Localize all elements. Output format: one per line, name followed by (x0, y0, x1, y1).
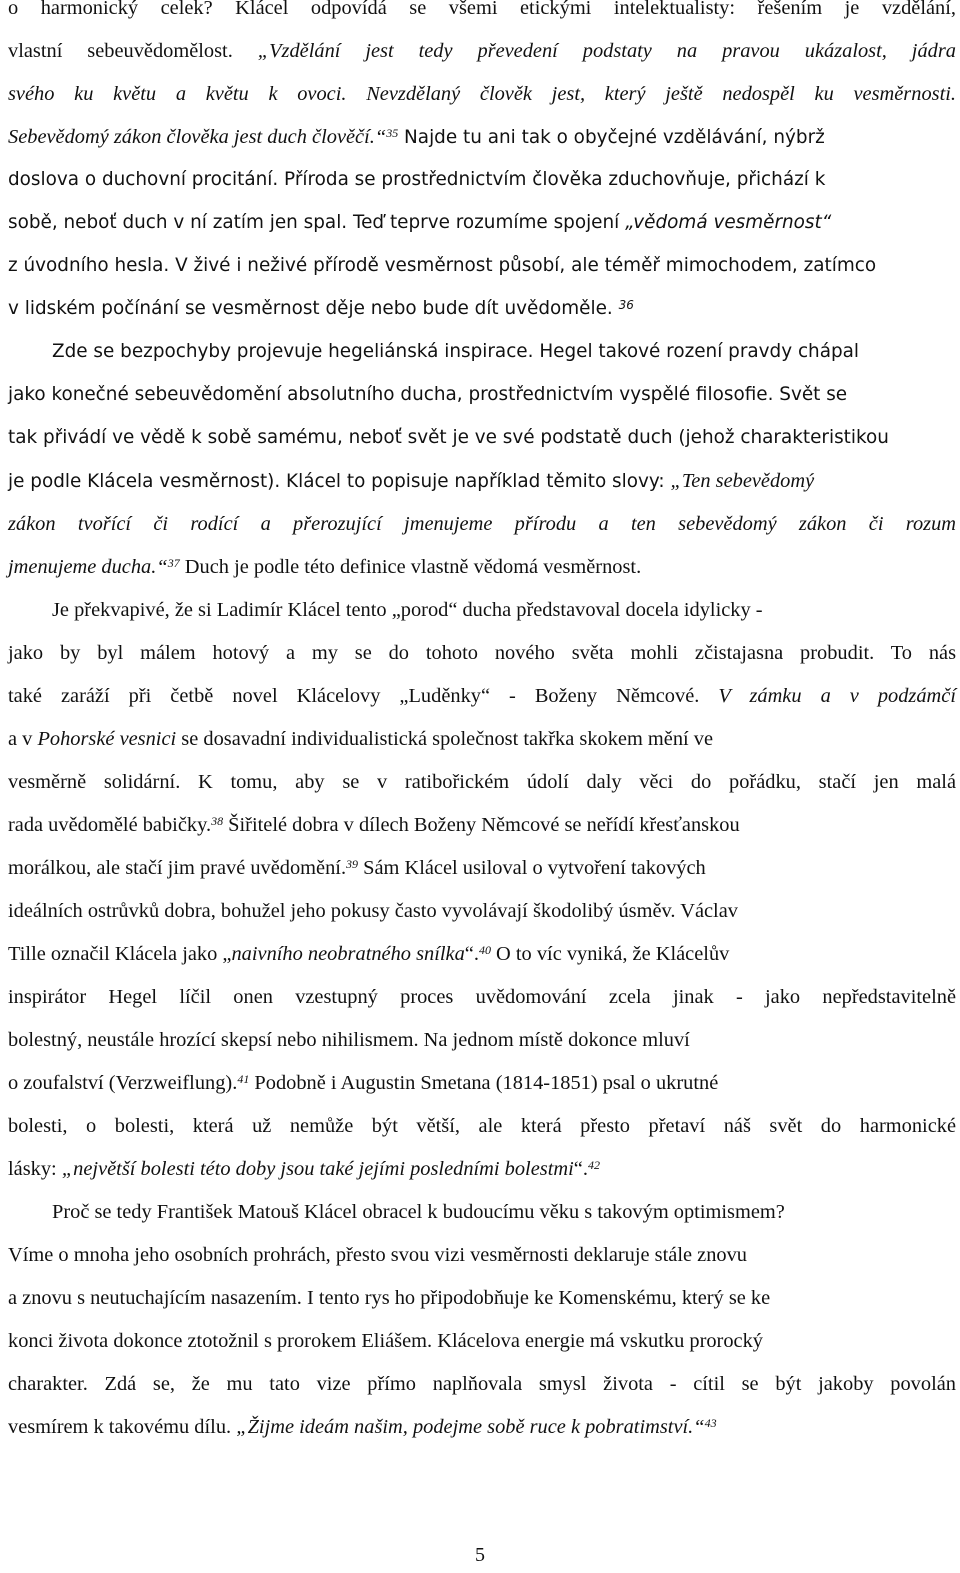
text-line: Proč se tedy František Matouš Klácel obracel k budoucímu věku s takovým optimismem? (52, 1201, 785, 1223)
footnote-ref-37: 37 (167, 556, 180, 570)
footnote-ref-36: 36 (618, 298, 634, 312)
text-line: jako konečné sebeuvědomění absolutního ducha, prostřednictvím vyspělé filosofie. Svět se (8, 384, 848, 405)
text-line: vesmírem k takovému dílu. „Žijme ideám našim, podejme sobě ruce k pobratimství.“$^{43}$ (8, 1416, 717, 1438)
text-line: a znovu s neutuchajícím nasazením. I tento rys ho připodobňuje ke Komenskému, který se ke (8, 1287, 771, 1309)
text-line: rada uvědomělé babičky.$^{38}$ Šiřitelé dobra v dílech Boženy Němcové se neřídí křesťanskou (8, 814, 740, 836)
text-line: Sebevědomý zákon člověka jest duch člověčí.“$^{35}$ Najde tu ani tak o obyčejné vzdělávání, nýbrž (8, 126, 825, 148)
text-line: je podle Klácela vesměrnost). Klácel to popisuje například těmito slovy: „Ten sebevědomý (8, 470, 815, 492)
text-line: vlastní sebeuvědomělost. „Vzdělání jest tedy převedení podstaty na pravou ukázalost, jádra (8, 40, 956, 62)
text-line: Víme o mnoha jeho osobních prohrách, přesto svou vizi vesměrnosti deklaruje stále znovu (8, 1244, 747, 1266)
text-line: charakter. Zdá se, že mu tato vize přímo naplňovala smysl života - cítil se být jakoby povolán (8, 1373, 956, 1395)
text-line: vesměrně solidární. K tomu, aby se v ratibořickém údolí daly věci do pořádku, stačí jen malá (8, 771, 956, 793)
footnote-ref-35: 35 (386, 126, 399, 140)
text-line: ideálních ostrůvků dobra, bohužel jeho pokusy často vyvolávají škodolibý úsměv. Václav (8, 900, 738, 922)
text-line: také zaráží při četbě novel Klácelovy „Luděnky“ - Boženy Němcové. V zámku a v podzámčí (8, 685, 956, 707)
footnote-ref-42: 42 (587, 1158, 600, 1172)
text-line: lásky: „největší bolesti této doby jsou také jejími posledními bolestmi“.$^{42}$ (8, 1158, 600, 1180)
text-line: o harmonický celek? Klácel odpovídá se všemi etickými intelektualisty: řešením je vzdělání, (8, 0, 956, 19)
text-line: z úvodního hesla. V živé i neživé přírodě vesměrnost působí, ale téměř mimochodem, zatímco (8, 255, 877, 276)
footnote-ref-38: 38 (211, 814, 224, 828)
text-line: jmenujeme ducha.“$^{37}$ Duch je podle této definice vlastně vědomá vesměrnost. (8, 556, 642, 578)
text-line: o zoufalství (Verzweiflung).$^{41}$ Podobně i Augustin Smetana (1814-1851) psal o ukrutné (8, 1072, 719, 1094)
footnote-ref-41: 41 (237, 1072, 250, 1086)
text-line: bolestný, neustále hrozící skepsí nebo nihilismem. Na jednom místě dokonce mluví (8, 1029, 690, 1051)
footnote-ref-43: 43 (704, 1416, 717, 1430)
text-line: inspirátor Hegel líčil onen vzestupný proces uvědomování zcela jinak - jako nepředstavitelně (8, 986, 956, 1008)
text-line: doslova o duchovní procitání. Příroda se prostřednictvím člověka zduchovňuje, přichází k (8, 169, 826, 190)
footnote-ref-39: 39 (346, 857, 359, 871)
text-line: sobě, neboť duch v ní zatím jen spal. Teď teprve rozumíme spojení „vědomá vesměrnost“ (8, 212, 832, 233)
text-line: a v Pohorské vesnici se dosavadní individualistická společnost takřka skokem mění ve (8, 728, 714, 750)
text-line: tak přivádí ve vědě k sobě samému, neboť svět je ve své podstatě duch (jehož charakteristikou (8, 427, 889, 448)
text-line: v lidském počínání se vesměrnost děje nebo bude dít uvědoměle. $^{36}$ (8, 298, 634, 319)
text-line: Je překvapivé, že si Ladimír Klácel tento „porod“ ducha představoval docela idylicky - (52, 599, 763, 621)
text-line: Tille označil Klácela jako „naivního neobratného snílka“.$^{40}$ O to víc vyniká, že Klácelův (8, 943, 730, 965)
footnote-ref-40: 40 (478, 943, 491, 957)
text-line: Zde se bezpochyby projevuje hegeliánská inspirace. Hegel takové rození pravdy chápal (52, 341, 860, 362)
quote-line: svého ku květu a květu k ovoci. Nevzdělaný člověk jest, který ještě nedospěl ku vesměrnosti. (8, 83, 956, 105)
text-line: bolesti, o bolesti, která už nemůže být větší, ale která přesto přetaví náš svět do harmonické (8, 1115, 956, 1137)
text-line: morálkou, ale stačí jim pravé uvědomění.$^{39}$ Sám Klácel usiloval o vytvoření takových (8, 857, 706, 879)
text-line: jako by byl málem hotový a my se do tohoto nového světa mohli zčistajasna probudit. To nás (8, 642, 956, 664)
quote-line: zákon tvořící či rodící a přerozující jmenujeme přírodu a ten sebevědomý zákon či rozum (8, 513, 956, 535)
text-line: konci života dokonce ztotožnil s prorokem Eliášem. Klácelova energie má vskutku prorocký (8, 1330, 763, 1352)
page-number: 5 (475, 1544, 485, 1566)
